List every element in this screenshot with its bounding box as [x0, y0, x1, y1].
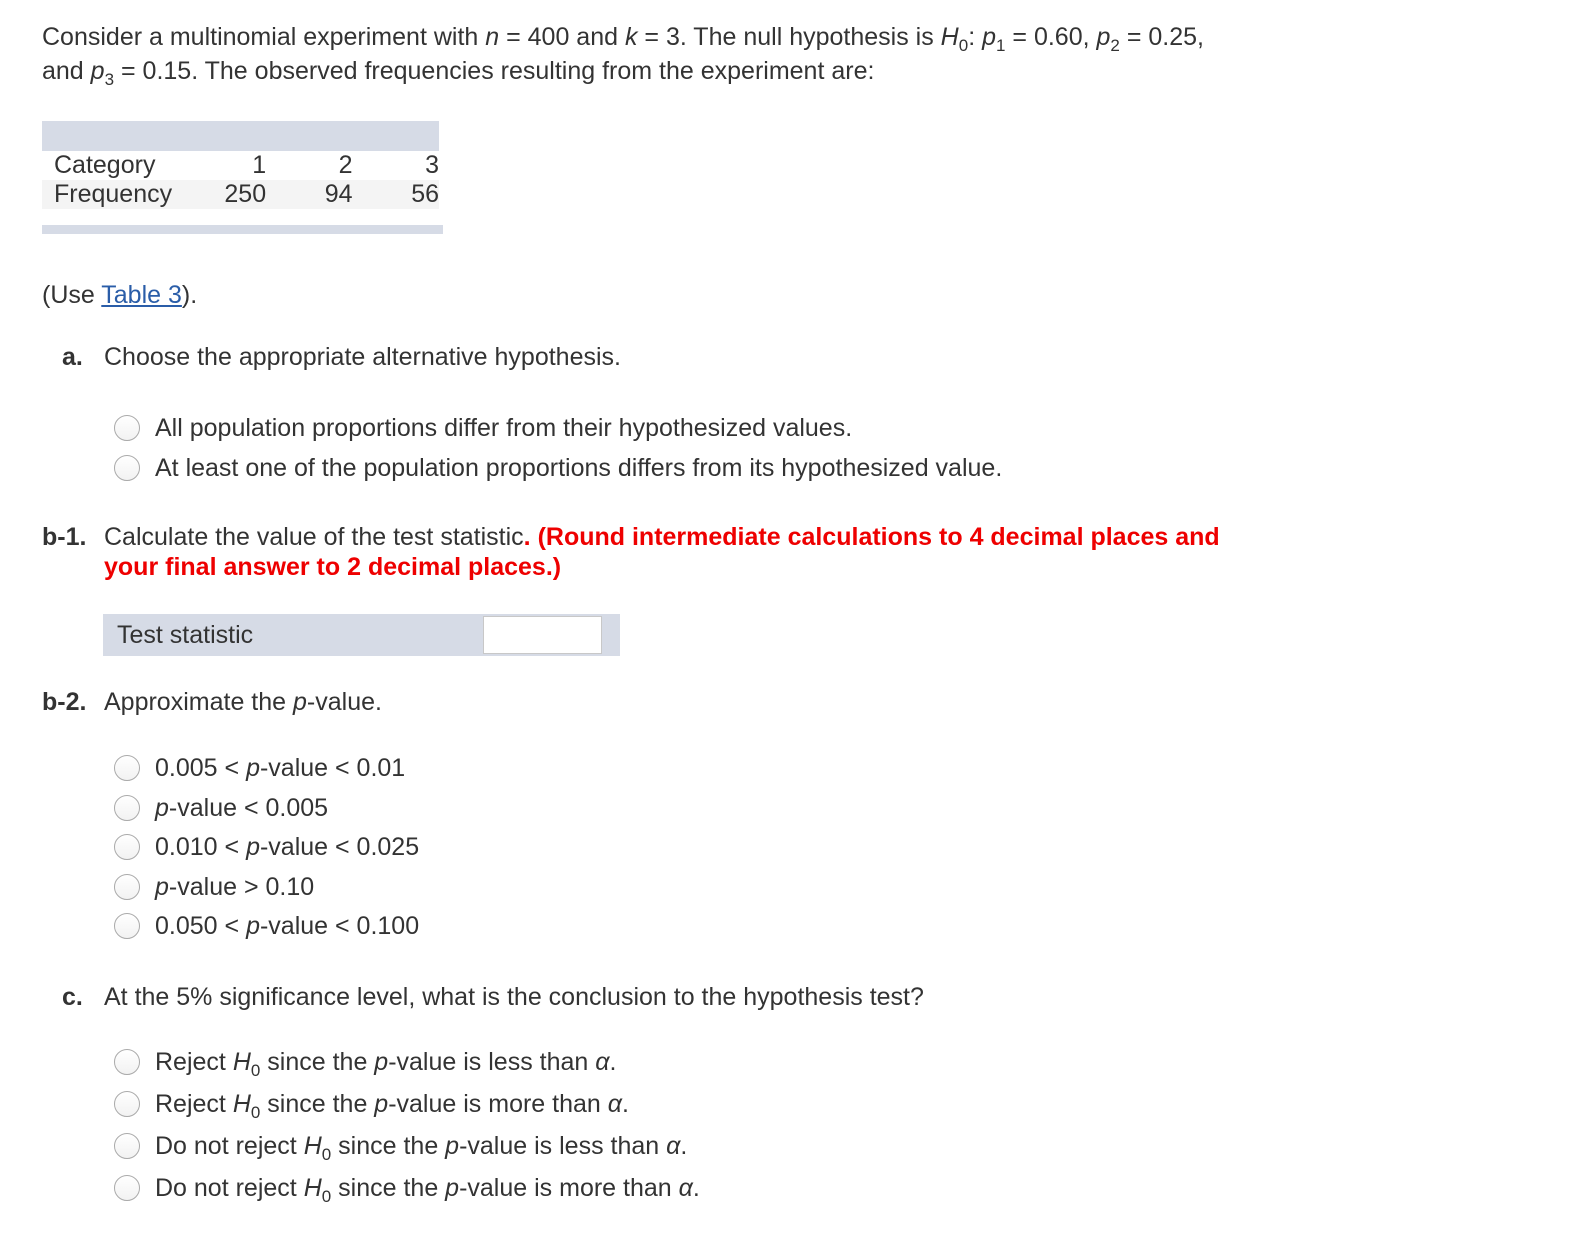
intro-line-1: Consider a multinomial experiment with n = 400 and k = 3. The null hypothesis is $H_0$: $p_1 = 0.60$, $p_2 = 0.25$, [42, 23, 1204, 55]
option-label: At least one of the population proportions differs from its hypothesized value. [155, 454, 1003, 482]
table-cell: 3 [425, 151, 439, 179]
option-label: All population proportions differ from their hypothesized values. [155, 414, 853, 442]
test-statistic-input[interactable] [483, 616, 602, 654]
table-cell: Frequency [42, 180, 202, 209]
part-a-label: a. [62, 343, 83, 371]
table-row [42, 151, 439, 180]
option-label: p-value > 0.10 [155, 873, 315, 901]
table-cell: 1 [252, 151, 267, 179]
table-cell: 94 [266, 180, 352, 209]
table-cell: 250 [202, 180, 266, 209]
radio-pvalue-option[interactable] [114, 913, 140, 939]
option-label: p-value < 0.005 [155, 794, 329, 822]
radio-conclusion-option[interactable] [114, 1049, 140, 1075]
option-label: 0.010 < p-value < 0.025 [155, 833, 420, 861]
intro-line-2: and $p_3 = 0.15$. The observed frequencies resulting from the experiment are: [42, 57, 875, 89]
table-cell: Category [54, 151, 156, 179]
table-footer-band [42, 225, 443, 234]
option-label: Do not reject $H_0$ since the p-value is more than α. [155, 1174, 700, 1206]
frequency-table [42, 151, 439, 209]
radio-pvalue-option[interactable] [114, 834, 140, 860]
radio-alt-at-least-one[interactable] [114, 455, 140, 481]
table-cell: 2 [338, 151, 353, 179]
option-label: Do not reject $H_0$ since the p-value is less than α. [155, 1132, 688, 1164]
part-c-label: c. [62, 983, 83, 1011]
table-header-band [42, 121, 439, 151]
part-b1-label: b-1. [42, 523, 87, 551]
table-row [42, 180, 439, 209]
radio-pvalue-option[interactable] [114, 874, 140, 900]
part-b1-question: Calculate the value of the test statistic. (Round intermediate calculations to 4 decimal places and [104, 523, 1220, 551]
test-statistic-label-cell [103, 614, 480, 656]
option-label: 0.050 < p-value < 0.100 [155, 912, 420, 940]
part-b2-label: b-2. [42, 688, 87, 716]
radio-conclusion-option[interactable] [114, 1091, 140, 1117]
test-statistic-label: Test statistic [117, 621, 254, 649]
use-table-note: (Use Table 3). [42, 281, 198, 309]
radio-pvalue-option[interactable] [114, 795, 140, 821]
option-label: Reject $H_0$ since the p-value is more than α. [155, 1090, 629, 1122]
table-3-link[interactable]: Table 3 [101, 281, 182, 309]
radio-conclusion-option[interactable] [114, 1133, 140, 1159]
part-b2-question: Approximate the p-value. [104, 688, 382, 716]
radio-alt-all-differ[interactable] [114, 415, 140, 441]
part-c-question: At the 5% significance level, what is the conclusion to the hypothesis test? [104, 983, 924, 1011]
radio-pvalue-option[interactable] [114, 755, 140, 781]
radio-conclusion-option[interactable] [114, 1175, 140, 1201]
table-cell: 56 [353, 180, 439, 209]
problem-intro [42, 20, 1542, 88]
part-b1-instruction: your final answer to 2 decimal places.) [104, 553, 562, 581]
part-a-question: Choose the appropriate alternative hypothesis. [104, 343, 621, 371]
option-label: Reject $H_0$ since the p-value is less than α. [155, 1048, 617, 1080]
option-label: 0.005 < p-value < 0.01 [155, 754, 406, 782]
